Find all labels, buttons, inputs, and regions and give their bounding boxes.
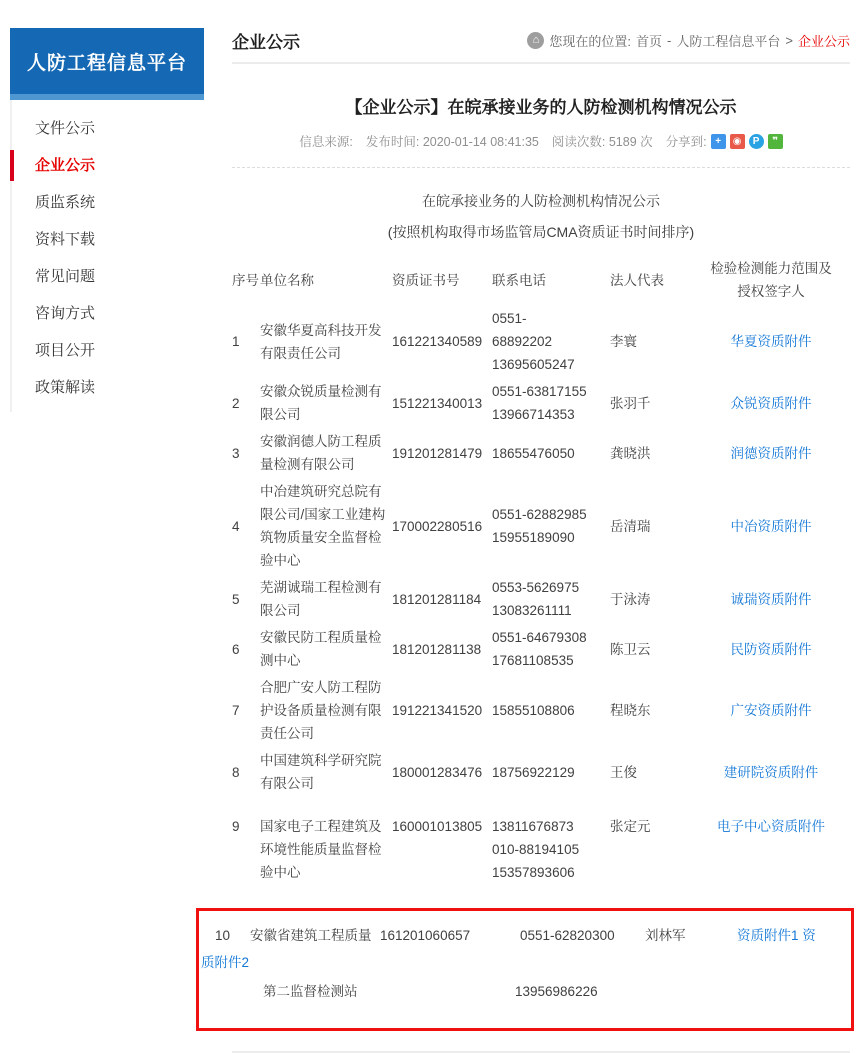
- row-company-name: 安徽众锐质量检测有限公司: [260, 384, 382, 422]
- row-phones: [492, 674, 610, 747]
- row-legal-rep: 刘林军: [645, 928, 686, 943]
- row-phones: [492, 428, 610, 478]
- table-row: [232, 478, 850, 574]
- row-phones: [492, 797, 610, 886]
- table-row: [232, 378, 850, 428]
- share-label: 分享到:: [665, 135, 707, 149]
- row-company-name: 合肥广安人防工程防护设备质量检测有限责任公司: [260, 680, 382, 741]
- share-wechat-icon[interactable]: ❞: [768, 134, 783, 149]
- phone-line: 17681108535: [492, 653, 574, 668]
- row-seq: 10: [215, 928, 231, 943]
- phone-line: 0551-63817155: [492, 384, 587, 399]
- meta-views-value: 5189 次: [608, 135, 653, 149]
- row-phone: 0551-62820300: [520, 928, 615, 943]
- sidebar-item-quality-system[interactable]: 质监系统: [35, 194, 96, 211]
- breadcrumb-separator: -: [667, 33, 672, 48]
- section-title: 在皖承接业务的人防检测机构情况公示: [422, 193, 660, 209]
- table-row: [232, 428, 850, 478]
- breadcrumb-separator: >: [785, 33, 793, 48]
- row-cert-number: 191201281479: [392, 445, 483, 461]
- row-company-name: 安徽华夏高科技开发有限责任公司: [260, 322, 382, 361]
- sidebar-menu: [10, 100, 204, 412]
- row-company-name: 国家电子工程建筑及环境性能质量监督检验中心: [260, 819, 382, 880]
- meta-publish-label: 发布时间:: [365, 135, 420, 149]
- row-cert-number: 161201060657: [380, 928, 471, 943]
- home-icon[interactable]: ⌂: [527, 32, 544, 49]
- attachment-link[interactable]: 华夏资质附件: [730, 334, 812, 349]
- meta-publish-time: 2020-01-14 08:41:35: [422, 135, 539, 149]
- breadcrumb-label: 您现在的位置:: [549, 34, 632, 49]
- highlighted-row-box: [196, 908, 854, 1031]
- phone-line: 18756922129: [492, 764, 575, 780]
- dashed-divider: [232, 167, 850, 168]
- share-qzone-icon[interactable]: P: [749, 134, 764, 149]
- row-cert-number: 180001283476: [392, 764, 483, 780]
- row-cert-number: 181201281138: [392, 641, 482, 657]
- row-company-name: 安徽民防工程质量检测中心: [260, 630, 382, 668]
- table-row: [232, 574, 850, 624]
- row-company-name: 芜湖诚瑞工程检测有限公司: [260, 580, 382, 618]
- header-attachment: [692, 255, 850, 305]
- phone-line: 13083261111: [492, 603, 572, 618]
- sidebar: [10, 28, 204, 412]
- sidebar-item-contact[interactable]: 咨询方式: [35, 305, 96, 322]
- row-cert-number: 161221340589: [392, 334, 483, 349]
- phone-line: 15855108806: [492, 703, 575, 718]
- row-seq: 5: [232, 591, 240, 607]
- row-phones: [492, 747, 610, 797]
- share-weibo-icon[interactable]: ◉: [730, 134, 745, 149]
- sidebar-item-project-disclosure[interactable]: 项目公开: [35, 342, 96, 359]
- table-header-row: [232, 255, 850, 305]
- row-legal-rep: 陈卫云: [610, 641, 651, 657]
- row-legal-rep: 王俊: [610, 764, 637, 780]
- attachment-link[interactable]: 建研院资质附件: [723, 764, 819, 780]
- row-cert-number: 181201281184: [392, 591, 482, 607]
- breadcrumb: [527, 31, 850, 50]
- phone-line: 13966714353: [492, 407, 575, 422]
- row-cert-number: 160001013805: [392, 819, 483, 834]
- attachment-link[interactable]: 民防资质附件: [730, 641, 812, 657]
- phone-line: 0551-: [492, 311, 527, 326]
- breadcrumb-site-link[interactable]: 人防工程信息平台: [676, 34, 781, 49]
- phone-line: 15955189090: [492, 530, 575, 545]
- row-phone: 13956986226: [515, 984, 598, 999]
- agency-table: [232, 255, 850, 886]
- row-phones: [492, 624, 610, 674]
- meta-views-label: 阅读次数:: [551, 135, 606, 149]
- row-phones: [492, 574, 610, 624]
- breadcrumb-current: 企业公示: [797, 34, 850, 49]
- attachment-link[interactable]: 诚瑞资质附件: [730, 591, 812, 607]
- row-seq: 1: [232, 334, 240, 349]
- table-row: [232, 674, 850, 747]
- row-cert-number: 151221340013: [392, 395, 483, 411]
- phone-line: 13811676873: [492, 819, 574, 834]
- attachment-link[interactable]: 中冶资质附件: [730, 518, 812, 534]
- row-phones: [492, 378, 610, 428]
- row-seq: 8: [232, 764, 240, 780]
- meta-publish: [366, 132, 539, 150]
- attachment-link[interactable]: 众锐资质附件: [730, 395, 812, 411]
- share-more-icon[interactable]: +: [711, 134, 726, 149]
- row-company-name-line2: 第二监督检测站: [263, 984, 358, 999]
- row-seq: 4: [232, 518, 240, 534]
- phone-line: 0551-64679308: [492, 630, 587, 645]
- table-row: [232, 797, 850, 886]
- sidebar-item-enterprise-announcements[interactable]: 企业公示: [12, 147, 204, 184]
- header-attachment-line1: 检验检测能力范围及: [710, 261, 832, 276]
- header-name: 单位名称: [260, 272, 314, 288]
- row-company-name: 中国建筑科学研究院有限公司: [260, 753, 382, 791]
- article-title: 【企业公示】在皖承接业务的人防检测机构情况公示: [345, 98, 737, 117]
- table-row: [232, 305, 850, 378]
- row-legal-rep: 于泳涛: [610, 591, 651, 607]
- sidebar-item-downloads[interactable]: 资料下载: [35, 231, 96, 248]
- highlighted-row-line1: [199, 924, 843, 947]
- sidebar-item-faq[interactable]: 常见问题: [35, 268, 96, 285]
- attachment-link[interactable]: 广安资质附件: [730, 703, 812, 718]
- row-phones: [492, 305, 610, 378]
- phone-line: 13695605247: [492, 357, 575, 372]
- table-row: [232, 747, 850, 797]
- breadcrumb-home-link[interactable]: 首页: [636, 34, 663, 49]
- article-meta: [232, 132, 850, 150]
- meta-views: [552, 132, 653, 150]
- content-header: [232, 28, 850, 64]
- row-legal-rep: 李寰: [610, 334, 637, 349]
- attachment-link-wrapped[interactable]: 质附件2: [201, 955, 250, 970]
- row-company-name: 安徽省建筑工程质量: [250, 928, 372, 943]
- phone-line: 010-88194105: [492, 842, 580, 857]
- sidebar-item-policy-interpretation[interactable]: 政策解读: [35, 379, 96, 396]
- attachment-link[interactable]: 资质附件1 资: [737, 928, 816, 943]
- sidebar-title: 人防工程信息平台: [10, 28, 204, 94]
- row-seq: 3: [232, 445, 240, 461]
- phone-line: 0551-62882985: [492, 507, 587, 522]
- meta-source-label: 信息来源:: [299, 135, 353, 149]
- attachment-link[interactable]: 润德资质附件: [730, 445, 812, 461]
- row-cert-number: 191221341520: [392, 703, 483, 718]
- phone-line: 18655476050: [492, 445, 575, 461]
- row-seq: 7: [232, 703, 240, 718]
- row-legal-rep: 岳清瑞: [610, 518, 651, 534]
- sidebar-item-file-announcements[interactable]: 文件公示: [35, 120, 96, 137]
- row-legal-rep: 张羽千: [610, 395, 651, 411]
- page-title: 企业公示: [232, 33, 300, 52]
- table-row: [232, 624, 850, 674]
- header-attachment-line2: 授权签字人: [737, 284, 805, 299]
- row-legal-rep: 程晓东: [610, 703, 651, 718]
- attachment-link[interactable]: 电子中心资质附件: [717, 819, 825, 834]
- row-seq: 6: [232, 641, 240, 657]
- phone-line: 0553-5626975: [492, 580, 580, 595]
- row-seq: 9: [232, 819, 240, 834]
- header-cert: 资质证书号: [392, 272, 460, 288]
- section-subtitle: (按照机构取得市场监管局CMA资质证书时间排序): [387, 224, 695, 240]
- row-legal-rep: 张定元: [610, 819, 651, 834]
- header-legal: 法人代表: [610, 272, 664, 288]
- share-bar: [666, 132, 783, 150]
- main-content: [201, 28, 850, 1053]
- phone-line: 15357893606: [492, 865, 575, 880]
- phone-line: 68892202: [492, 334, 553, 349]
- row-company-name: 中冶建筑研究总院有限公司/国家工业建构筑物质量安全监督检验中心: [260, 484, 386, 568]
- header-phone: 联系电话: [492, 272, 546, 288]
- highlighted-row-line2: [199, 980, 843, 1003]
- header-seq: 序号: [232, 272, 259, 288]
- row-company-name: 安徽润德人防工程质量检测有限公司: [260, 434, 382, 472]
- row-seq: 2: [232, 395, 240, 411]
- row-legal-rep: 龚晓洪: [610, 445, 651, 461]
- row-phones: [492, 478, 610, 574]
- row-cert-number: 170002280516: [392, 518, 483, 534]
